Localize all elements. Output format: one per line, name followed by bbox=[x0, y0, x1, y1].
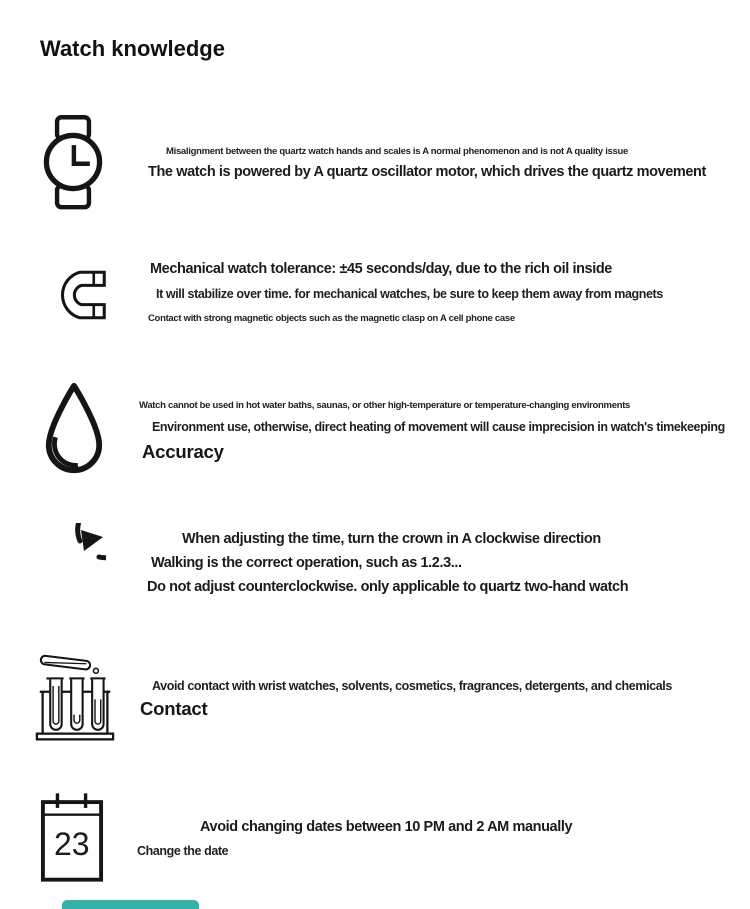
section-text: Avoid changing dates between 10 PM and 2 AM manually bbox=[200, 819, 573, 835]
section-text: Walking is the correct operation, such as 1.2.3... bbox=[151, 555, 462, 571]
water-drop-icon bbox=[42, 379, 106, 478]
section-note: Watch cannot be used in hot water baths, saunas, or other high-temperature or temperature-changing environments bbox=[139, 400, 631, 411]
calendar-day-number: 23 bbox=[54, 826, 90, 862]
test-tubes-icon bbox=[35, 649, 115, 744]
section-text: It will stabilize over time. for mechanical watches, be sure to keep them away from magnets bbox=[156, 287, 663, 301]
section-text: Avoid contact with wrist watches, solvents, cosmetics, fragrances, detergents, and chemicals bbox=[152, 679, 672, 693]
section-text: Do not adjust counterclockwise. only applicable to quartz two-hand watch bbox=[147, 579, 629, 595]
section-note: Misalignment between the quartz watch hands and scales is A normal phenomenon and is not A quality issue bbox=[166, 146, 629, 157]
page-title: Watch knowledge bbox=[40, 36, 225, 61]
clockwise-arrow-icon bbox=[40, 523, 106, 607]
section-text: Change the date bbox=[137, 844, 229, 858]
section-heading: Accuracy bbox=[142, 441, 224, 462]
section-text: Environment use, otherwise, direct heating of movement will cause imprecision in watch's timekeeping bbox=[152, 420, 725, 434]
section-heading: Contact bbox=[140, 698, 208, 719]
section-note: Contact with strong magnetic objects such as the magnetic clasp on A cell phone case bbox=[148, 313, 515, 324]
wrist-watch-icon bbox=[42, 114, 104, 210]
section-text: When adjusting the time, turn the crown in A clockwise direction bbox=[182, 531, 601, 547]
magnet-icon bbox=[50, 266, 106, 324]
partial-button[interactable] bbox=[62, 900, 199, 909]
section-text: The watch is powered by A quartz oscillator motor, which drives the quartz movement bbox=[148, 164, 706, 180]
section-text: Mechanical watch tolerance: ±45 seconds/day, due to the rich oil inside bbox=[150, 261, 612, 277]
